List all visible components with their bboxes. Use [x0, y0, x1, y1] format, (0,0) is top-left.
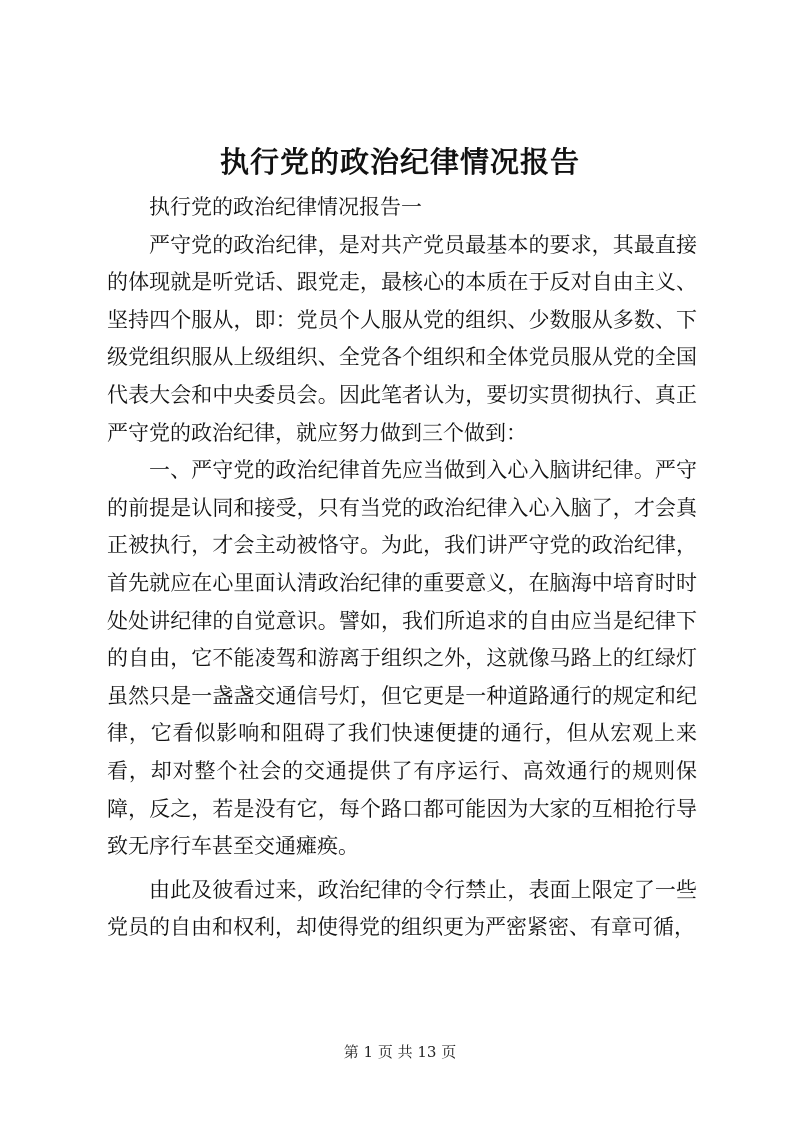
- document-title: 执行党的政治纪律情况报告: [219, 145, 580, 179]
- paragraph-point-one: 一、严守党的政治纪律首先应当做到入心入脑讲纪律。严守的前提是认同和接受，只有当党的政治纪律入心入脑了，才会真正被执行，才会主动被恪守。为此，我们讲严守党的政治纪律，首先就应在心里面认清政治纪律的重要意义，在脑海中培育时时处处讲纪律的自觉意识。譬如，我们所追求的自由应当是纪律下的自由，它不能凌驾和游离于组织之外，这就像马路上的红绿灯虽然只是一盏盏交通信号灯，但它更是一种道路通行的规定和纪律，它看似影响和阻碍了我们快速便捷的通行，但从宏观上来看，却对整个社会的交通提供了有序运行、高效通行的规则保障，反之，若是没有它，每个路口都可能因为大家的互相抢行导致无序行车甚至交通瘫痪。: [107, 458, 697, 859]
- paragraph-intro: 严守党的政治纪律，是对共产党员最基本的要求，其最直接的体现就是听党话、跟党走，最核心的本质在于反对自由主义、坚持四个服从，即：党员个人服从党的组织、少数服从多数、下级党组织服从上级组织、全党各个组织和全体党员服从党的全国代表大会和中央委员会。因此笔者认为，要切实贯彻执行、真正严守党的政治纪律，就应努力做到三个做到：: [107, 232, 697, 445]
- paragraph-subtitle: 执行党的政治纪律情况报告一: [149, 195, 422, 219]
- page-footer: [0, 1042, 800, 1062]
- paragraph-continuation: 由此及彼看过来，政治纪律的令行禁止，表面上限定了一些党员的自由和权利，却使得党的组织更为严密紧密、有章可循，: [107, 877, 697, 940]
- page-number: 第 1 页 共 13 页: [343, 1043, 457, 1061]
- document-body: [107, 189, 697, 947]
